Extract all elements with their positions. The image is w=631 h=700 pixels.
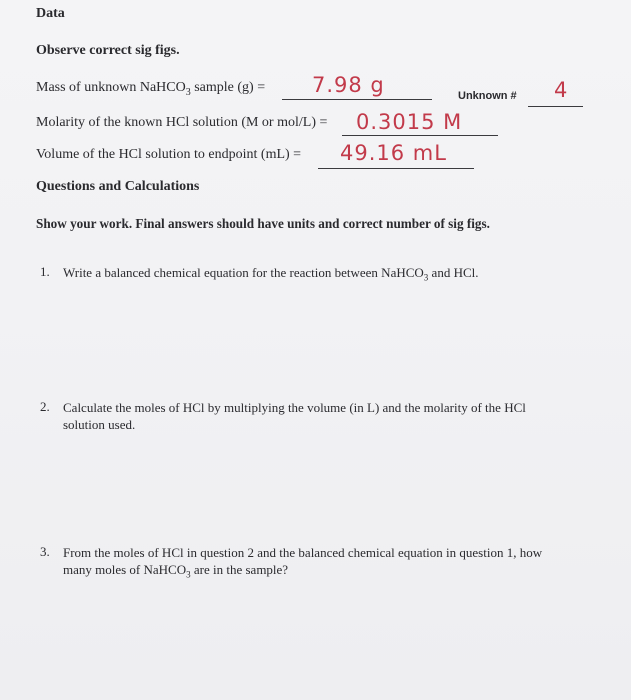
unknown-label: Unknown #: [458, 90, 517, 102]
volume-label: Volume of the HCl solution to endpoint (mL) =: [36, 147, 302, 162]
mass-label: Mass of unknown NaHCO$_3$ sample (g) =: [36, 80, 266, 98]
mass-value[interactable]: 7.98 g: [312, 73, 385, 97]
show-work-instruction: Show your work. Final answers should have units and correct number of sig figs.: [36, 216, 490, 231]
question-2-number: 2.: [40, 399, 50, 414]
volume-value[interactable]: 49.16 mL: [340, 141, 447, 165]
volume-answer-line: [318, 168, 474, 169]
question-2-text: Calculate the moles of HCl by multiplying the volume (in L) and the molarity of the HCl solution used.: [63, 400, 526, 432]
unknown-value[interactable]: 4: [554, 78, 569, 102]
molarity-label: Molarity of the known HCl solution (M or mol/L) =: [36, 115, 328, 130]
question-1-text: Write a balanced chemical equation for the reaction between NaHCO$_3$ and HCl.: [63, 265, 479, 283]
question-3-number: 3.: [40, 544, 50, 559]
question-3-text: From the moles of HCl in question 2 and the balanced chemical equation in question 1, how many moles of NaHCO$_3$ are in the sample?: [63, 545, 543, 580]
molarity-value[interactable]: 0.3015 M: [356, 110, 463, 134]
molarity-answer-line: [342, 135, 498, 136]
page-title: Data: [36, 6, 65, 21]
sig-figs-instruction: Observe correct sig figs.: [36, 43, 180, 58]
question-1-number: 1.: [40, 264, 50, 279]
mass-answer-line: [282, 99, 432, 100]
questions-heading: Questions and Calculations: [36, 179, 200, 194]
unknown-answer-line: [528, 106, 583, 107]
